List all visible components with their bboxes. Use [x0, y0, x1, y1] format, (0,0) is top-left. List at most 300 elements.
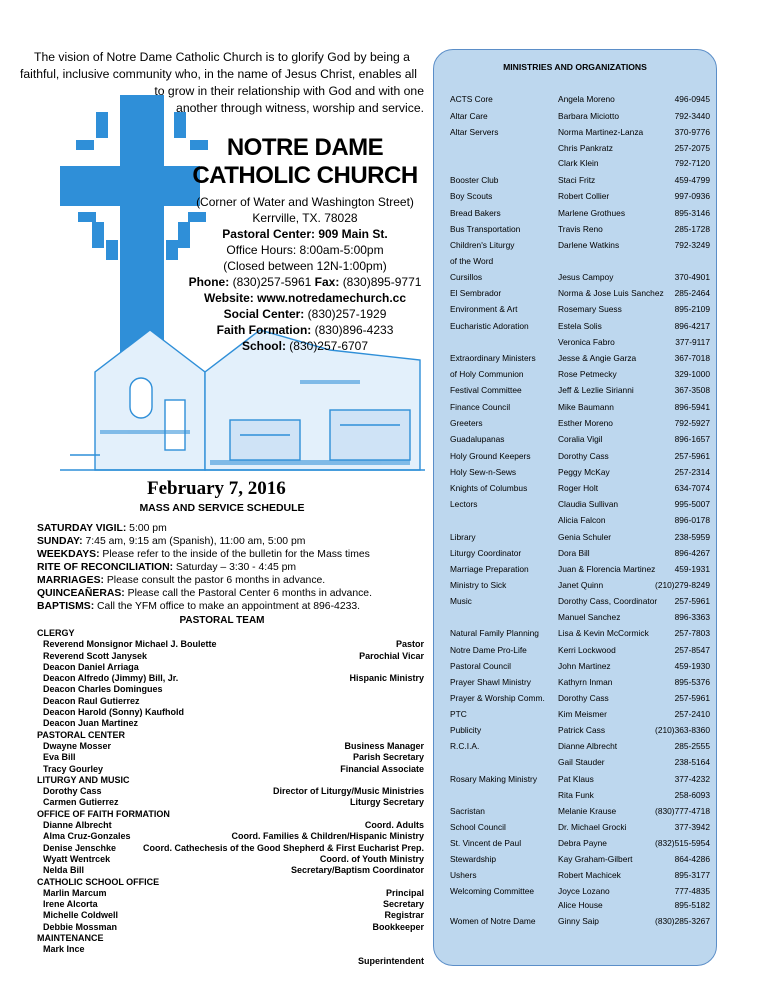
ministry-phone: 258-6093: [674, 790, 710, 800]
team-section-header: [37, 877, 424, 888]
mass-schedule-label: WEEKDAYS:: [37, 549, 100, 560]
mass-schedule-row: [37, 548, 437, 561]
ministry-contact: Ginny Saip: [558, 916, 599, 926]
ministry-contact: Norma & Jose Luis Sanchez: [558, 288, 664, 298]
mass-schedule-row: [37, 561, 437, 574]
team-member-name: Deacon Daniel Arriaga: [43, 661, 139, 672]
team-member-role: Coord. Adults: [364, 820, 424, 831]
ministry-name: Rosary Making Ministry: [450, 774, 538, 784]
team-member-role: Secretary/Baptism Coordinator: [290, 865, 424, 876]
mass-schedule-text: Call the YFM office to make an appointment at 896-4233.: [94, 601, 361, 612]
team-member-name: Carmen Gutierrez: [43, 797, 119, 808]
ministry-row: [450, 304, 710, 316]
team-member-name: Nelda Bill: [43, 865, 85, 876]
ministry-row: [450, 916, 710, 928]
ministry-row: [450, 451, 710, 463]
vision-line: faithful, inclusive community who, in the name of Jesus Christ, enables all: [20, 67, 417, 81]
ministry-contact: John Martinez: [558, 661, 611, 671]
mass-schedule-label: SUNDAY:: [37, 536, 83, 547]
school-number: (830)257-6707: [289, 339, 369, 353]
church-name-line1: NOTRE DAME: [226, 134, 384, 161]
ministry-row: [450, 564, 710, 576]
team-member-row: [37, 707, 424, 718]
ministry-name: Library: [450, 532, 476, 542]
ministry-name: R.C.I.A.: [450, 741, 480, 751]
ministry-contact: Dianne Albrecht: [558, 741, 618, 751]
team-member-role: Coord. Families & Children/Hispanic Ministry: [231, 831, 424, 842]
mass-schedule-text: Please call the Pastoral Center 6 months in advance.: [124, 588, 372, 599]
ministry-row: [450, 288, 710, 300]
ministry-phone: 329-1000: [674, 369, 710, 379]
team-section-header: [37, 809, 424, 820]
address-line2: Kerrville, TX. 78028: [252, 211, 358, 225]
team-section-label: OFFICE OF FAITH FORMATION: [37, 808, 170, 819]
ministry-row: [450, 272, 710, 284]
ministry-row: [450, 369, 710, 381]
ministry-row: [450, 854, 710, 866]
ministry-phone: 864-4286: [674, 854, 710, 864]
ministry-row: [450, 806, 710, 818]
ministry-row: [450, 321, 710, 333]
ministry-contact: Juan & Florencia Martinez: [558, 564, 656, 574]
team-section-header: [37, 628, 424, 639]
ministry-phone: 997-0936: [674, 191, 710, 201]
ministry-row: [450, 661, 710, 673]
ministry-name: Knights of Columbus: [450, 483, 528, 493]
team-member-name: Deacon Alfredo (Jimmy) Bill, Jr.: [43, 673, 179, 684]
ministry-row: [450, 208, 710, 220]
ministry-phone: 367-7018: [674, 353, 710, 363]
ministry-name: Greeters: [450, 418, 483, 428]
ministry-contact: Mike Baumann: [558, 402, 614, 412]
team-member-name: Dwayne Mosser: [43, 740, 112, 751]
team-member-row: [37, 651, 424, 662]
ministry-name: Prayer & Worship Comm.: [450, 693, 545, 703]
ministry-contact: Dorothy Cass: [558, 451, 609, 461]
ministry-name: Cursillos: [450, 272, 483, 282]
ministry-contact: Dorothy Cass: [558, 693, 609, 703]
ministry-phone: 257-8547: [674, 645, 710, 655]
ministry-phone: 377-9117: [675, 337, 710, 347]
ministry-name: Marriage Preparation: [450, 564, 529, 574]
team-member-role: Financial Associate: [340, 763, 424, 774]
pastoral-team-title: PASTORAL TEAM: [179, 615, 265, 626]
team-member-row: [37, 831, 424, 842]
closed-hours: (Closed between 12N-1:00pm): [223, 259, 387, 273]
ministry-contact: Norma Martinez-Lanza: [558, 127, 644, 137]
ministry-phone: (832)515-5954: [655, 838, 710, 848]
ministry-phone: 257-2075: [674, 143, 710, 153]
ministry-row: [450, 256, 710, 268]
ministry-phone: 896-4267: [674, 548, 710, 558]
ministry-row: [450, 886, 710, 898]
ministry-contact: Patrick Cass: [558, 725, 606, 735]
ministry-row: [450, 515, 710, 527]
team-section-label: PASTORAL CENTER: [37, 729, 126, 740]
social-number: (830)257-1929: [307, 307, 387, 321]
team-member-row: [37, 944, 424, 955]
ministry-name: Altar Care: [450, 111, 488, 121]
team-member-row: [37, 684, 424, 695]
team-section-label: MAINTENANCE: [37, 933, 104, 944]
team-member-row: [37, 820, 424, 831]
team-member-row: [37, 843, 424, 854]
ministry-row: [450, 191, 710, 203]
team-member-row: [37, 696, 424, 707]
team-member-name: Tracy Gourley: [43, 763, 104, 774]
ministry-row: [450, 774, 710, 786]
ministry-phone: 238-5164: [674, 757, 710, 767]
ministry-phone: 896-5941: [674, 402, 710, 412]
team-section-header: [37, 933, 424, 944]
ministry-phone: 895-5376: [674, 677, 710, 687]
ministry-contact: Genia Schuler: [558, 532, 612, 542]
ministry-name: Women of Notre Dame: [450, 916, 536, 926]
team-member-name: Alma Cruz-Gonzales: [43, 831, 131, 842]
ministry-name: St. Vincent de Paul: [450, 838, 522, 848]
pastoral-team-list: [37, 628, 424, 967]
vision-line: another through witness, worship and service.: [176, 101, 424, 115]
ministry-name: Notre Dame Pro-Life: [450, 645, 527, 655]
fax-number: (830)895-9771: [342, 275, 422, 289]
ministry-name: Festival Committee: [450, 385, 522, 395]
team-member-name: Wyatt Wentrcek: [43, 853, 111, 864]
ministry-phone: 634-7074: [674, 483, 710, 493]
ministry-phone: 496-0945: [674, 94, 710, 104]
ministry-phone: 370-9776: [674, 127, 710, 137]
ministries-title: MINISTRIES AND ORGANIZATIONS: [503, 62, 647, 72]
ministry-phone: 995-5007: [674, 499, 710, 509]
team-member-name: Michelle Coldwell: [43, 910, 119, 921]
ministry-contact: Kathyrn Inman: [558, 677, 613, 687]
team-member-name: Deacon Raul Gutierrez: [43, 695, 140, 706]
ministry-phone: 792-3249: [674, 240, 710, 250]
ministry-row: [450, 337, 710, 349]
social-line: [170, 306, 440, 322]
ministry-row: [450, 838, 710, 850]
ministry-contact: Travis Reno: [558, 224, 603, 234]
ministry-contact: Robert Machicek: [558, 870, 621, 880]
faith-line: [170, 322, 440, 338]
ministry-name: Bus Transportation: [450, 224, 521, 234]
website-line: [170, 290, 440, 306]
ministry-contact: Gail Stauder: [558, 757, 605, 767]
team-section-label: CLERGY: [37, 628, 75, 638]
ministry-name: Eucharistic Adoration: [450, 321, 529, 331]
ministry-phone: 896-4217: [674, 321, 710, 331]
ministry-phone: 895-2109: [674, 304, 710, 314]
team-member-role: Secretary: [382, 899, 424, 910]
ministry-phone: 792-7120: [674, 158, 710, 168]
team-member-role: Superintendent: [357, 955, 424, 966]
church-name-line2: CATHOLIC CHURCH: [192, 162, 418, 189]
ministry-row: [450, 709, 710, 721]
faith-label: Faith Formation:: [216, 323, 312, 337]
ministry-row: [450, 499, 710, 511]
ministry-row: [450, 143, 710, 155]
ministry-name: Environment & Art: [450, 304, 518, 314]
ministry-phone: 377-4232: [674, 774, 710, 784]
faith-number: (830)896-4233: [314, 323, 394, 337]
ministry-contact: Marlene Grothues: [558, 208, 626, 218]
team-member-name: Mark Ince: [43, 944, 85, 955]
ministry-name: Publicity: [450, 725, 482, 735]
ministry-row: [450, 240, 710, 252]
ministry-row: [450, 822, 710, 834]
team-member-name: Deacon Charles Domingues: [43, 684, 163, 695]
vision-statement: [20, 49, 424, 117]
mass-schedule-label: SATURDAY VIGIL:: [37, 523, 127, 534]
ministry-phone: 285-2464: [674, 288, 710, 298]
ministry-phone: (210)363-8360: [655, 725, 710, 735]
ministry-contact: Rosemary Suess: [558, 304, 622, 314]
ministry-phone: 896-1657: [674, 434, 710, 444]
ministry-phone: 377-3942: [674, 822, 710, 832]
ministry-phone: 459-4799: [674, 175, 710, 185]
ministry-contact: Kay Graham-Gilbert: [558, 854, 633, 864]
team-member-name: Deacon Harold (Sonny) Kaufhold: [43, 707, 185, 718]
ministry-contact: Alice House: [558, 900, 603, 910]
ministry-row: [450, 532, 710, 544]
ministry-contact: Coralia Vigil: [558, 434, 603, 444]
mass-schedule-row: [37, 522, 437, 535]
ministry-contact: Kim Meismer: [558, 709, 607, 719]
ministry-contact: Jesse & Angie Garza: [558, 353, 637, 363]
ministry-contact: Jesus Campoy: [558, 272, 614, 282]
ministry-contact: Peggy McKay: [558, 467, 610, 477]
ministry-phone: 459-1930: [674, 661, 710, 671]
ministry-phone: 792-3440: [674, 111, 710, 121]
mass-schedule: [37, 522, 437, 613]
office-hours: Office Hours: 8:00am-5:00pm: [226, 243, 384, 257]
ministry-name: Welcoming Committee: [450, 886, 535, 896]
website-link[interactable]: www.notredamechurch.cc: [257, 291, 407, 305]
ministry-row: [450, 434, 710, 446]
team-member-role: Registrar: [384, 910, 424, 921]
ministry-phone: (830)777-4718: [655, 806, 710, 816]
ministry-contact: Rita Funk: [558, 790, 594, 800]
ministry-row: [450, 596, 710, 608]
team-member-name: Marlin Marcum: [43, 887, 107, 898]
ministry-row: [450, 467, 710, 479]
ministry-contact: Staci Fritz: [558, 175, 596, 185]
social-label: Social Center:: [223, 307, 305, 321]
team-member-name: Denise Jenschke: [43, 842, 117, 853]
ministry-row: [450, 385, 710, 397]
ministry-contact: Chris Pankratz: [558, 143, 613, 153]
ministry-name: of the Word: [450, 256, 494, 266]
ministry-name: Altar Servers: [450, 127, 499, 137]
mass-schedule-label: MARRIAGES:: [37, 575, 104, 586]
ministry-name: Pastoral Council: [450, 661, 511, 671]
ministry-contact: Claudia Sullivan: [558, 499, 619, 509]
team-member-row: [37, 956, 424, 967]
team-member-name: Reverend Scott Janysek: [43, 650, 148, 661]
team-member-row: [37, 673, 424, 684]
ministry-name: Liturgy Coordinator: [450, 548, 522, 558]
ministry-row: [450, 175, 710, 187]
mass-schedule-row: [37, 574, 437, 587]
ministry-row: [450, 693, 710, 705]
ministry-name: PTC: [450, 709, 467, 719]
ministry-name: Ministry to Sick: [450, 580, 507, 590]
ministry-phone: 370-4901: [674, 272, 710, 282]
mass-schedule-label: QUINCEAÑERAS:: [37, 588, 125, 599]
team-member-name: Eva Bill: [43, 752, 76, 763]
team-section-header: [37, 775, 424, 786]
team-member-name: Deacon Juan Martinez: [43, 718, 139, 729]
ministry-contact: Dr. Michael Grocki: [558, 822, 627, 832]
team-member-row: [37, 888, 424, 899]
ministry-contact: Rose Petmecky: [558, 369, 617, 379]
ministry-row: [450, 158, 710, 170]
ministry-phone: 896-3363: [674, 612, 710, 622]
mass-schedule-label: BAPTISMS:: [37, 601, 95, 612]
ministry-phone: 285-1728: [674, 224, 710, 234]
ministry-row: [450, 483, 710, 495]
ministry-row: [450, 870, 710, 882]
ministry-phone: 777-4835: [674, 886, 710, 896]
ministry-row: [450, 111, 710, 123]
team-member-role: Pastor: [395, 639, 424, 650]
address-line1: (Corner of Water and Washington Street): [196, 195, 414, 209]
team-member-row: [37, 910, 424, 921]
ministry-name: Lectors: [450, 499, 478, 509]
team-member-role: Director of Liturgy/Music Ministries: [272, 786, 424, 797]
ministry-row: [450, 127, 710, 139]
ministry-row: [450, 612, 710, 624]
mass-schedule-row: [37, 600, 437, 613]
team-member-row: [37, 786, 424, 797]
phone-fax-line: [170, 274, 440, 290]
ministry-phone: 367-3508: [674, 385, 710, 395]
ministry-name: Prayer Shawl Ministry: [450, 677, 531, 687]
team-member-role: Principal: [385, 887, 424, 898]
mass-schedule-text: Please refer to the inside of the bulletin for the Mass times: [99, 549, 370, 560]
ministry-contact: Janet Quinn: [558, 580, 604, 590]
ministry-row: [450, 628, 710, 640]
ministry-name: Holy Ground Keepers: [450, 451, 531, 461]
ministry-contact: Barbara Miciotto: [558, 111, 619, 121]
ministry-phone: 257-5961: [674, 596, 710, 606]
phone-number: (830)257-5961: [232, 275, 312, 289]
team-member-role: Business Manager: [344, 740, 424, 751]
ministry-contact: Pat Klaus: [558, 774, 594, 784]
ministry-contact: Darlene Watkins: [558, 240, 620, 250]
ministry-contact: Robert Collier: [558, 191, 610, 201]
bulletin-date: February 7, 2016: [147, 478, 286, 499]
ministry-phone: 895-3177: [674, 870, 710, 880]
ministry-contact: Lisa & Kevin McCormick: [558, 628, 649, 638]
team-member-role: Parish Secretary: [352, 752, 424, 763]
team-member-row: [37, 797, 424, 808]
phone-label: Phone:: [188, 275, 230, 289]
ministry-phone: 238-5959: [674, 532, 710, 542]
team-member-role: Liturgy Secretary: [349, 797, 424, 808]
ministry-row: [450, 725, 710, 737]
ministry-name: Children's Liturgy: [450, 240, 515, 250]
ministry-name: Holy Sew-n-Sews: [450, 467, 517, 477]
team-member-name: Irene Alcorta: [43, 899, 98, 910]
ministry-contact: Estela Solis: [558, 321, 602, 331]
ministry-name: Finance Council: [450, 402, 511, 412]
ministry-row: [450, 224, 710, 236]
ministry-contact: Clark Klein: [558, 158, 599, 168]
school-line: [170, 338, 440, 354]
ministry-phone: 792-5927: [674, 418, 710, 428]
ministry-name: Extraordinary Ministers: [450, 353, 536, 363]
ministry-contact: Esther Moreno: [558, 418, 613, 428]
ministry-contact: Dora Bill: [558, 548, 590, 558]
ministry-contact: Manuel Sanchez: [558, 612, 621, 622]
mass-schedule-text: Please consult the pastor 6 months in advance.: [103, 575, 326, 586]
team-member-role: Parochial Vicar: [359, 650, 424, 661]
fax-label: Fax:: [314, 275, 340, 289]
mass-schedule-label: RITE OF RECONCILIATION:: [37, 562, 174, 573]
team-section-label: CATHOLIC SCHOOL OFFICE: [37, 876, 160, 887]
ministry-phone: 895-3146: [674, 208, 710, 218]
ministry-name: Natural Family Planning: [450, 628, 539, 638]
ministry-name: Booster Club: [450, 175, 499, 185]
school-label: School:: [241, 339, 286, 353]
ministry-row: [450, 790, 710, 802]
team-member-role: Coord. Cathechesis of the Good Shepherd & First Eucharist Prep.: [142, 842, 424, 853]
team-member-row: [37, 865, 424, 876]
team-member-name: Dorothy Cass: [43, 786, 102, 797]
ministry-name: Stewardship: [450, 854, 497, 864]
team-member-name: Reverend Monsignor Michael J. Boulette: [43, 639, 217, 650]
ministry-row: [450, 94, 710, 106]
ministry-row: [450, 580, 710, 592]
team-member-row: [37, 718, 424, 729]
mass-schedule-text: 5:00 pm: [126, 523, 167, 534]
ministry-name: Guadalupanas: [450, 434, 505, 444]
ministry-contact: Jeff & Lezlie Sirianni: [558, 385, 634, 395]
ministry-row: [450, 757, 710, 769]
ministry-phone: 285-2555: [674, 741, 710, 751]
team-member-row: [37, 899, 424, 910]
ministry-row: [450, 402, 710, 414]
team-member-row: [37, 662, 424, 673]
team-member-row: [37, 741, 424, 752]
ministry-phone: 257-7803: [674, 628, 710, 638]
church-info-block: [170, 134, 440, 354]
team-member-row: [37, 854, 424, 865]
ministry-row: [450, 741, 710, 753]
ministry-phone: (210)279-8249: [655, 580, 710, 590]
vision-line: The vision of Notre Dame Catholic Church is to glorify God by being a: [34, 50, 410, 64]
website-label: Website:: [203, 291, 254, 305]
ministry-name: Music: [450, 596, 472, 606]
team-member-row: [37, 752, 424, 763]
ministry-name: El Sembrador: [450, 288, 502, 298]
team-member-name: [37, 956, 43, 967]
vision-line: to grow in their relationship with God and with one: [154, 84, 424, 98]
mass-schedule-text: 7:45 am, 9:15 am (Spanish), 11:00 am, 5:00 pm: [82, 536, 306, 547]
mass-schedule-text: Saturday – 3:30 - 4:45 pm: [173, 562, 297, 573]
ministry-contact: Melanie Krause: [558, 806, 617, 816]
team-member-name: Debbie Mossman: [43, 921, 118, 932]
ministry-contact: Joyce Lozano: [558, 886, 610, 896]
pastoral-center: Pastoral Center: 909 Main St.: [222, 227, 388, 241]
team-section-label: LITURGY AND MUSIC: [37, 774, 130, 785]
mass-schedule-row: [37, 535, 437, 548]
ministry-phone: 257-2410: [674, 709, 710, 719]
team-member-role: Hispanic Ministry: [349, 673, 424, 684]
ministry-contact: Dorothy Cass, Coordinator: [558, 596, 658, 606]
team-member-role: Bookkeeper: [372, 921, 424, 932]
ministry-contact: Debra Payne: [558, 838, 607, 848]
